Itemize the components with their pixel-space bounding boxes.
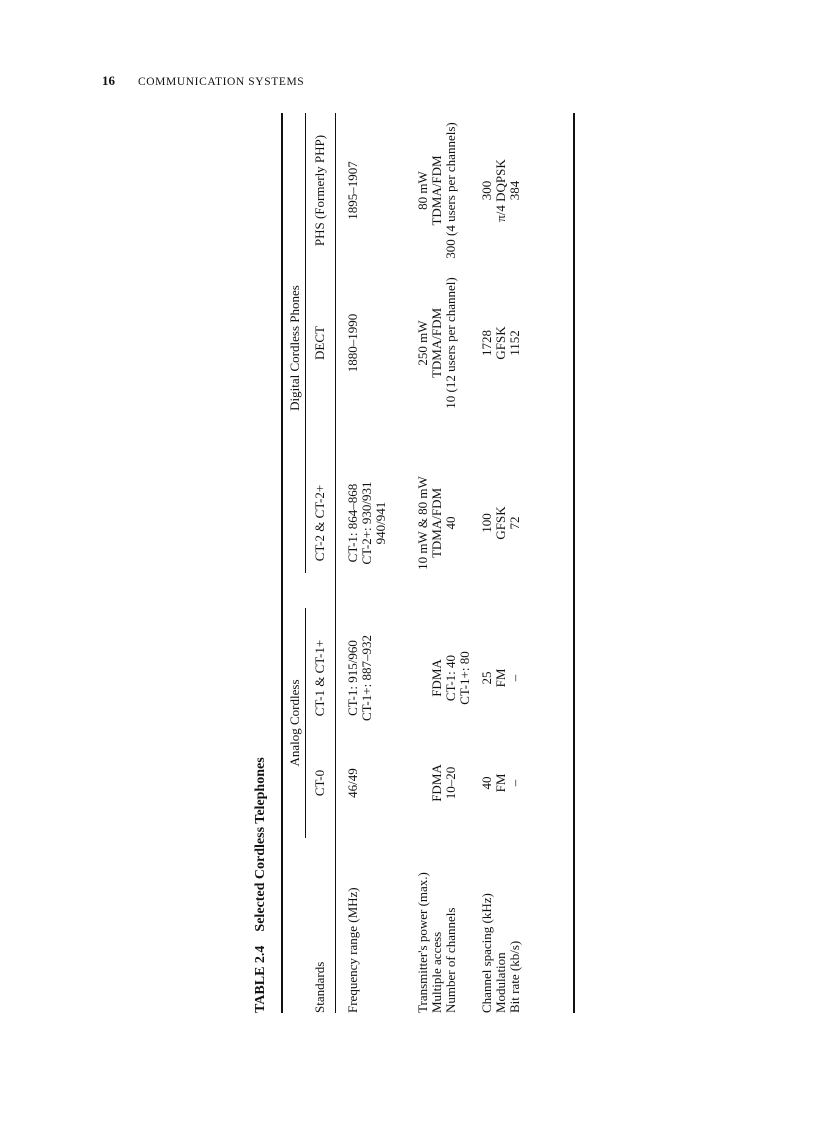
row-label-multiple-access: Multiple access <box>429 931 444 1013</box>
column-header-dect: DECT <box>312 326 327 360</box>
table-cell: FDMA <box>429 764 444 802</box>
table-cell: 250 mW <box>415 320 430 366</box>
row-label-number-of-channels: Number of channels <box>443 907 458 1013</box>
table-cell: CT-1: 864–868 CT-2+: 930/931 940/941 <box>345 481 388 565</box>
table-cell: 1880–1990 <box>345 313 360 373</box>
table-cell: FM <box>493 773 508 793</box>
group-header-digital: Digital Cordless Phones <box>287 285 302 411</box>
row-label-modulation: Modulation <box>493 952 508 1013</box>
column-header-ct1: CT-1 & CT-1+ <box>312 639 327 717</box>
analog-group-rule <box>305 608 306 838</box>
table-cell: 10 mW & 80 mW <box>415 476 430 570</box>
table-cell: FDMA <box>429 659 444 697</box>
table-cell: π/4 DQPSK <box>493 159 508 222</box>
row-label-frequency-range: Frequency range (MHz) <box>345 887 360 1013</box>
table-cell: – <box>507 779 522 787</box>
table-cell: 300 <box>479 180 494 201</box>
table-cell: 1152 <box>507 330 522 356</box>
table-cell: 40 <box>443 516 458 530</box>
table-cell: 10 (12 users per channel) <box>443 277 458 409</box>
table-label: TABLE 2.4 <box>253 945 268 1013</box>
table-cell: 300 (4 users per channels) <box>443 122 458 259</box>
table-cell: FM <box>493 668 508 688</box>
table-cell: 80 mW <box>415 171 430 210</box>
row-label-transmitter-power: Transmitter's power (max.) <box>415 872 430 1013</box>
table-cell: 1895–1907 <box>345 161 360 220</box>
table-cell: GFSK <box>493 506 508 540</box>
rotated-table <box>255 113 575 1013</box>
table-cell: 10–20 <box>443 766 458 800</box>
table-cell: CT-1: 40 CT-1+: 80 <box>443 651 472 705</box>
table-cell: TDMA/FDM <box>429 155 444 226</box>
column-header-phs: PHS (Formerly PHP) <box>312 134 327 247</box>
table-cell: CT-1: 915/960 CT-1+: 887–932 <box>345 635 374 721</box>
column-header-ct0: CT-0 <box>312 769 327 797</box>
table-cell: 72 <box>507 516 522 530</box>
table-cell: 1728 <box>479 330 494 356</box>
table-cell: 40 <box>479 776 494 790</box>
table-cell: 384 <box>507 180 522 201</box>
table-bottom-rule <box>573 113 575 1013</box>
table-title: Selected Cordless Telephones <box>253 757 268 932</box>
table-top-rule <box>281 113 283 1013</box>
table-cell: 25 <box>479 671 494 685</box>
group-header-analog: Analog Cordless <box>287 679 302 767</box>
table-header-rule <box>335 113 336 1013</box>
table-cell: – <box>507 674 522 682</box>
row-label-bit-rate: Bit rate (kb/s) <box>507 940 522 1013</box>
table-cell: GFSK <box>493 326 508 360</box>
table-cell: 46/49 <box>345 768 360 798</box>
digital-group-rule <box>305 113 306 573</box>
row-label-channel-spacing: Channel spacing (kHz) <box>479 893 494 1013</box>
running-head <box>102 73 304 89</box>
running-title: COMMUNICATION SYSTEMS <box>138 76 305 88</box>
column-header-ct2: CT-2 & CT-2+ <box>312 484 327 562</box>
table-cell: 100 <box>479 513 494 533</box>
table-cell: TDMA/FDM <box>429 307 444 379</box>
table-caption <box>253 757 269 1013</box>
table-cell: TDMA/FDM <box>429 487 444 559</box>
column-header-standards: Standards <box>312 961 327 1013</box>
page-number: 16 <box>102 73 115 88</box>
